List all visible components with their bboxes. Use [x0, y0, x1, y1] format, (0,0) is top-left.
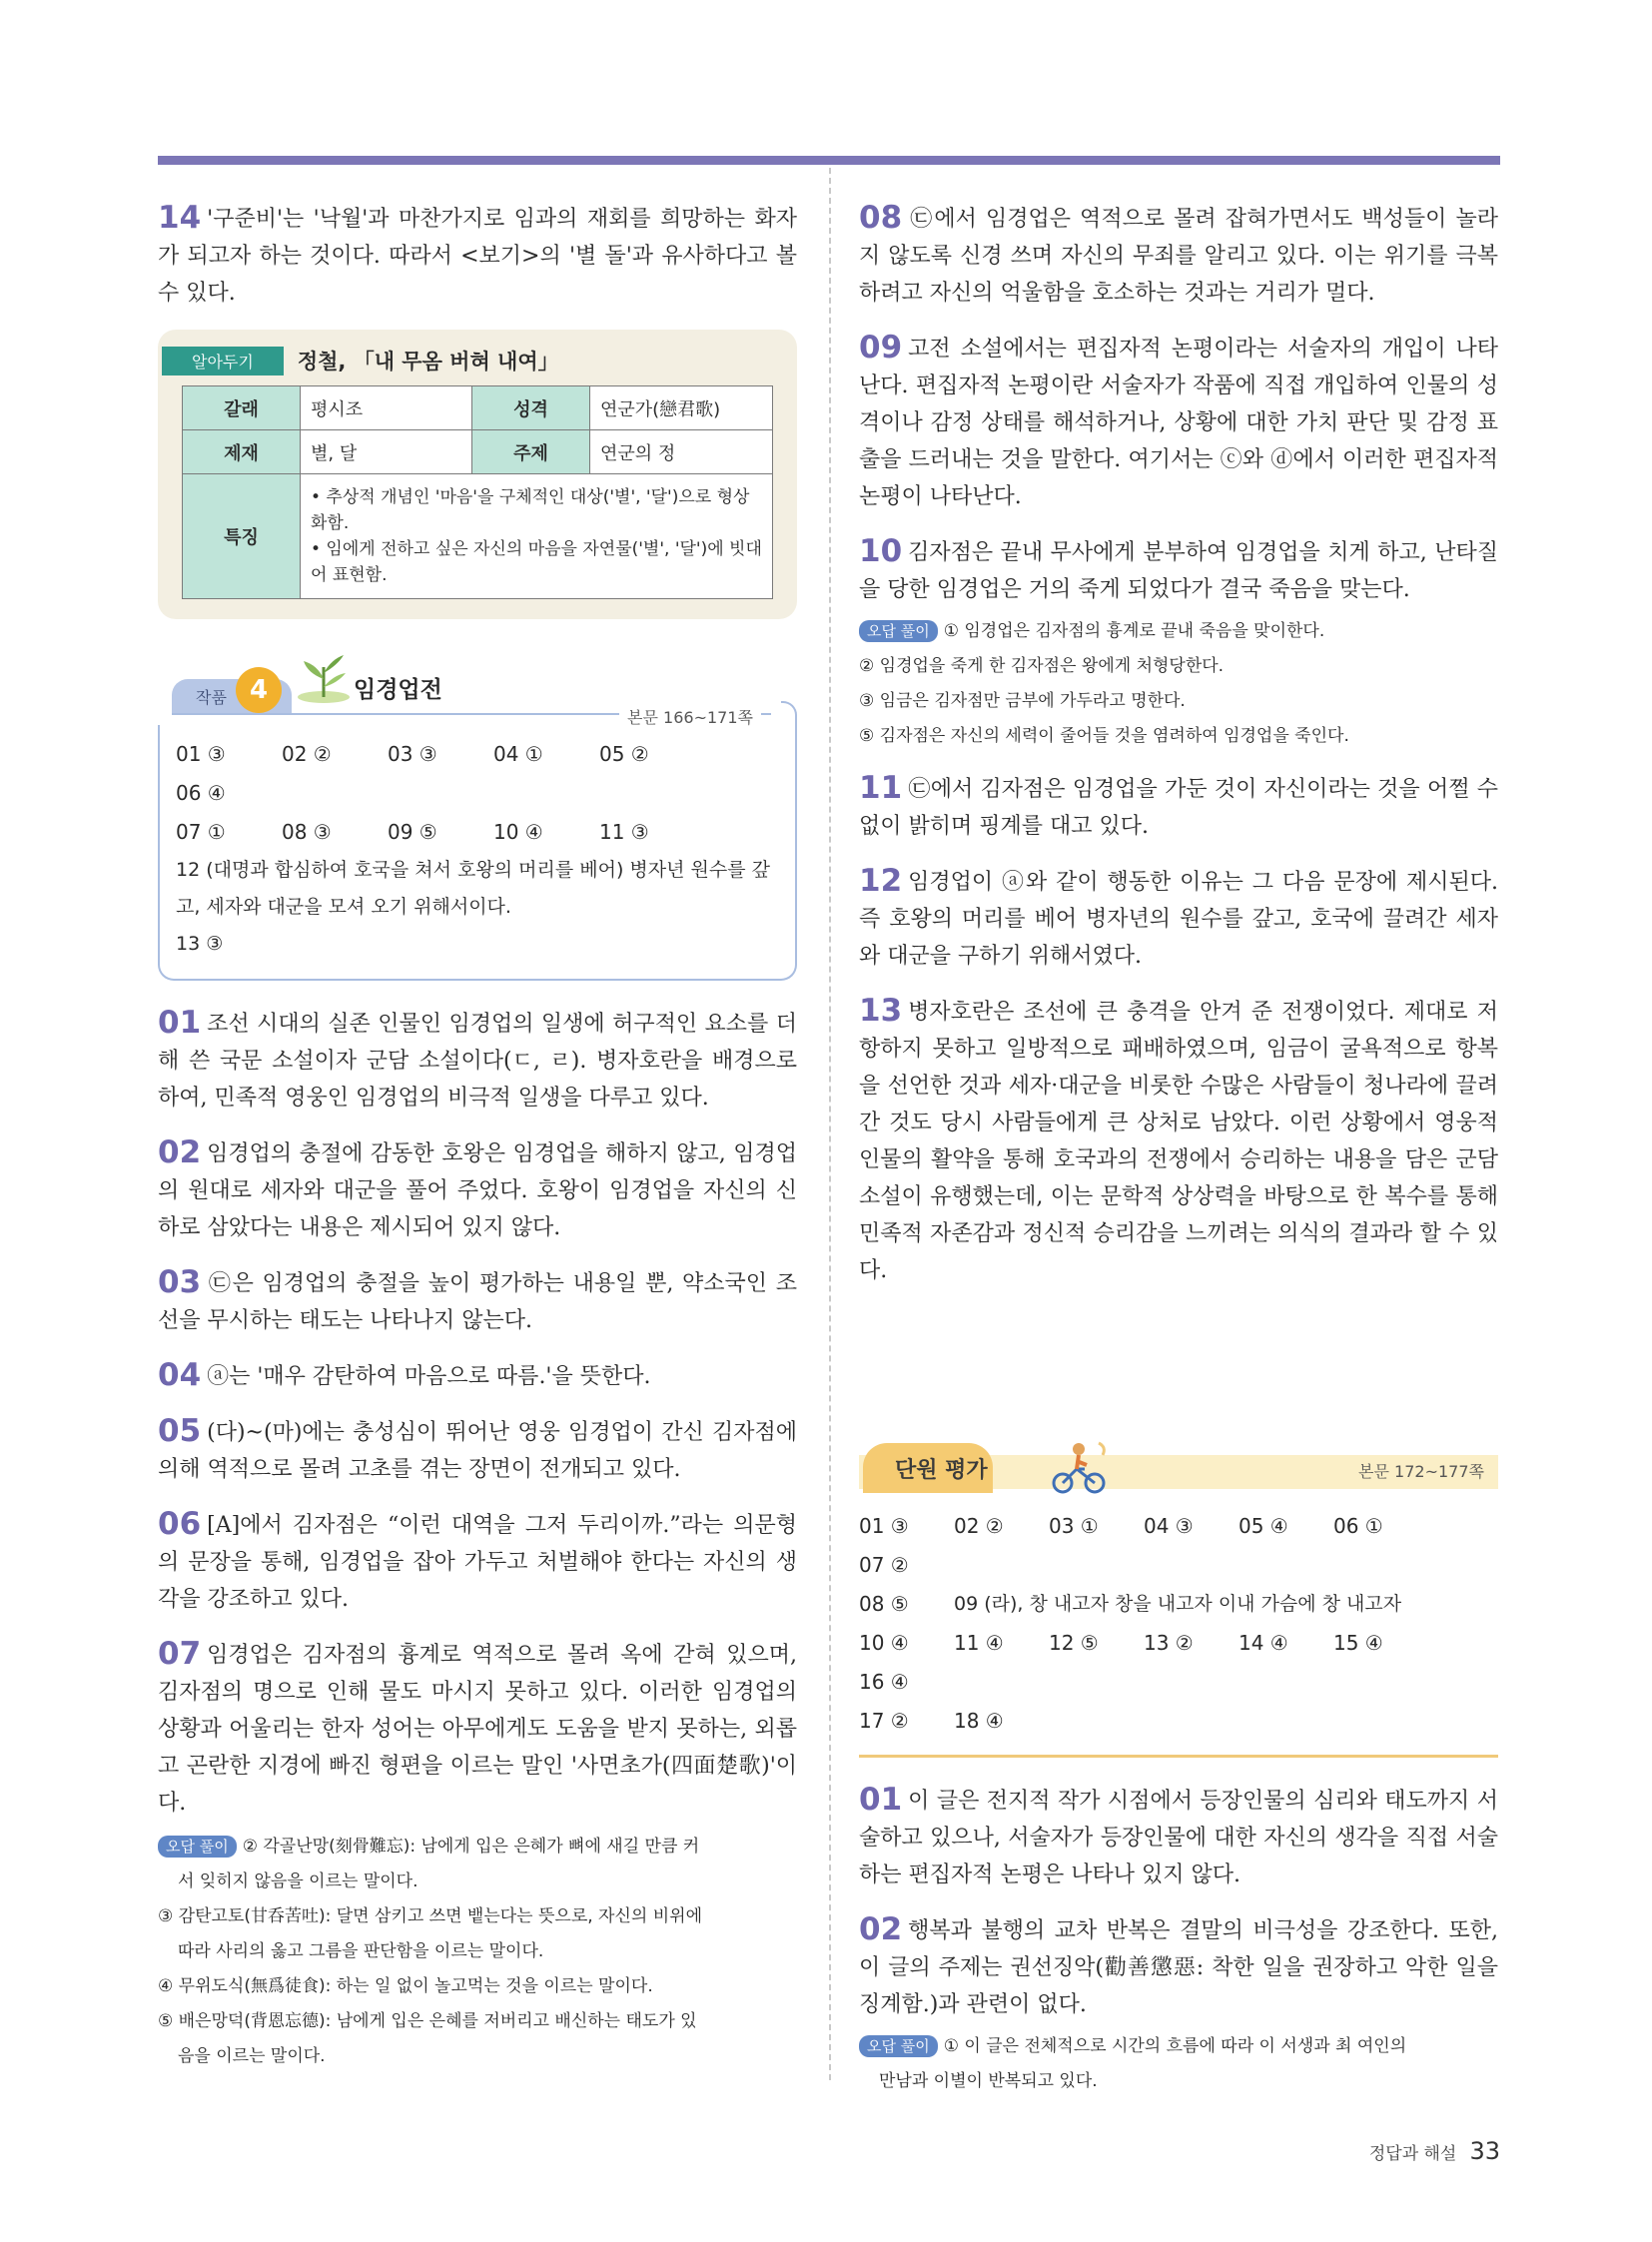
wrong-answer-tag: 오답 풀이 — [859, 620, 938, 642]
item-number: 14 — [158, 200, 202, 236]
left-column — [158, 200, 797, 2074]
cyclist-icon — [1049, 1439, 1109, 1495]
answer-item: 07 ① — [176, 820, 226, 844]
note-line: ④ 무위도식(無爲徒食): 하는 일 없이 놀고먹는 것을 이르는 말이다. — [158, 1976, 653, 1996]
answer-item: 08 ③ — [282, 820, 332, 844]
answer-row — [176, 813, 783, 852]
explanation-text: 이 글은 전지적 작가 시점에서 등장인물의 심리와 태도까지 서술하고 있으나, 서술자가 등장인물에 대한 자신의 생각을 직접 서술하는 편집자적 논평은 나타나 있지 않다. — [859, 1789, 1498, 1887]
answer-item: 08 ⑤ — [859, 1592, 909, 1616]
explanation-13 — [859, 993, 1498, 1289]
plant-icon — [294, 653, 354, 703]
explanation-text: 행복과 불행의 교차 반복은 결말의 비극성을 강조한다. 또한, 이 글의 주제는 권선징악(勸善懲惡: 착한 일을 권장하고 악한 일을 징계함.)과 관련이 없다. — [859, 1918, 1498, 2017]
wrong-answer-notes — [158, 1830, 797, 2074]
answer-item: 03 ① — [1049, 1514, 1099, 1538]
answer-row — [859, 1624, 1498, 1702]
item-number: 05 — [158, 1413, 202, 1449]
explanation-05 — [158, 1413, 797, 1488]
wrong-answer-tag: 오답 풀이 — [859, 2035, 938, 2057]
explanation-14 — [158, 200, 797, 312]
item-number: 04 — [158, 1357, 202, 1393]
info-header — [162, 346, 777, 375]
unit-banner — [859, 1439, 1498, 1497]
explanation-text: 임경업의 충절에 감동한 호왕은 임경업을 해하지 않고, 임경업의 원대로 세자와 대군을 풀어 주었다. 호왕이 임경업을 자신의 신하로 삼았다는 내용은 제시되어 있지 않다. — [158, 1141, 797, 1240]
unit-answer-box — [859, 1497, 1498, 1758]
top-rule — [158, 156, 1500, 165]
divider — [781, 701, 797, 727]
answer-item: 07 ② — [859, 1553, 909, 1577]
explanation-text: ㉢에서 김자점은 임경업을 가둔 것이 자신이라는 것을 어쩔 수 없이 밝히며 핑계를 대고 있다. — [859, 777, 1498, 839]
page-reference: 본문 172~177쪽 — [1358, 1462, 1484, 1481]
answer-item: 01 ③ — [859, 1514, 909, 1538]
table-header-cell: 주제 — [472, 430, 590, 474]
answer-item: 09 ⑤ — [388, 820, 437, 844]
table-row — [183, 386, 773, 430]
item-number: 06 — [158, 1506, 202, 1542]
table-cell: 연군가(戀君歌) — [590, 386, 773, 430]
explanation-text: [A]에서 김자점은 “이런 대역을 그저 두리이까.”라는 의문형의 문장을 통해, 임경업을 잡아 가두고 처벌해야 한다는 자신의 생각을 강조하고 있다. — [158, 1513, 797, 1612]
answer-item: 13 ② — [1144, 1631, 1194, 1655]
answer-item: 06 ① — [1333, 1514, 1383, 1538]
answer-item: 12 ⑤ — [1049, 1631, 1099, 1655]
item-number: 02 — [859, 1911, 903, 1947]
answer-row — [859, 1702, 1498, 1741]
table-header-cell: 갈래 — [183, 386, 301, 430]
answer-item: 11 ③ — [599, 820, 649, 844]
explanation-text: 병자호란은 조선에 큰 충격을 안겨 준 전쟁이었다. 제대로 저항하지 못하고 일방적으로 패배하였으며, 임금이 굴욕적으로 항복을 선언한 것과 세자·대군을 비롯한 수많은 사람들이 청나라에 끌려간 것도 당시 사람들에게 큰 상처로 남았다. 이런 상황에서 영웅적 인물의 활약을 통해 호국과의 전쟁에서 승리하는 내용을 담은 군담 소설이 유행했는데, 이는 문학적 상상력을 바탕으로 한 복수를 통해 민족적 자존감과 정신적 승리감을 느끼려는 의식의 결과라 할 수 있다. — [859, 1000, 1498, 1283]
explanation-text: 김자점은 끝내 무사에게 분부하여 임경업을 치게 하고, 난타질을 당한 임경업은 거의 죽게 되었다가 결국 죽음을 맞는다. — [859, 540, 1498, 602]
work-banner — [158, 643, 797, 725]
answer-item: 14 ④ — [1239, 1631, 1288, 1655]
work-title: 임경업전 — [354, 677, 442, 703]
answer-item: 06 ④ — [176, 781, 226, 805]
info-title: 정철, 「내 무옴 버혀 내여」 — [297, 350, 559, 374]
answer-row — [176, 735, 783, 813]
explanation-10 — [859, 533, 1498, 608]
info-tag: 알아두기 — [162, 347, 284, 375]
table-header-cell: 제재 — [183, 430, 301, 474]
feature-list — [311, 480, 762, 592]
explanation-text: ㉢에서 임경업은 역적으로 몰려 잡혀가면서도 백성들이 놀라지 않도록 신경 쓰며 자신의 무죄를 알리고 있다. 이는 위기를 극복하려고 자신의 억울함을 호소하는 것과는 거리가 멀다. — [859, 207, 1498, 306]
note-line: ③ 감탄고토(甘呑苦吐): 달면 삼키고 쓰면 뱉는다는 뜻으로, 자신의 비위에 — [158, 1906, 702, 1926]
work-number-badge: 4 — [236, 667, 282, 713]
wrong-answer-notes — [859, 2029, 1498, 2099]
explanation-08 — [859, 200, 1498, 312]
unit-explanation-02 — [859, 1911, 1498, 2023]
answer-item: 01 ③ — [176, 742, 226, 766]
answer-item: 16 ④ — [859, 1670, 909, 1694]
work-tab-label: 작품 — [196, 688, 227, 707]
right-column — [859, 200, 1498, 2099]
unit-title: 단원 평가 — [895, 1458, 988, 1483]
answer-item: 03 ③ — [388, 742, 437, 766]
explanation-text: '구준비'는 '낙월'과 마찬가지로 임과의 재회를 희망하는 화자가 되고자 하는 것이다. 따라서 <보기>의 '별 돌'과 유사하다고 볼 수 있다. — [158, 207, 797, 306]
item-number: 11 — [859, 770, 903, 806]
answer-item: 17 ② — [859, 1709, 909, 1733]
explanation-text: 고전 소설에서는 편집자적 논평이라는 서술자의 개입이 나타난다. 편집자적 논평이란 서술자가 작품에 직접 개입하여 인물의 성격이나 감정 상태를 해석하거나, 상황에 대한 가치 판단 및 감정 표출을 드러내는 것을 말한다. 여기서는 ⓒ와 ⓓ에서 이러한 편집자적 논평이 나타난다. — [859, 337, 1498, 509]
explanation-text: (다)~(마)에는 충성심이 뛰어난 영웅 임경업이 간신 김자점에 의해 역적으로 몰려 고초를 겪는 장면이 전개되고 있다. — [158, 1420, 797, 1482]
answer-item: 02 ② — [282, 742, 332, 766]
answer-item: 10 ④ — [859, 1631, 909, 1655]
item-number: 02 — [158, 1134, 202, 1170]
explanation-text: 조선 시대의 실존 인물인 임경업의 일생에 허구적인 요소를 더해 쓴 국문 소설이자 군담 소설이다(ㄷ, ㄹ). 병자호란을 배경으로 하여, 민족적 영웅인 임경업의 비극적 일생을 다루고 있다. — [158, 1012, 797, 1111]
explanation-09 — [859, 330, 1498, 515]
wrong-answer-notes — [859, 614, 1498, 754]
explanation-02 — [158, 1134, 797, 1246]
item-number: 10 — [859, 533, 903, 569]
note-line: ⑤ 배은망덕(背恩忘德): 남에게 입은 은혜를 저버리고 배신하는 태도가 있 — [158, 2011, 697, 2031]
item-number: 08 — [859, 200, 903, 236]
table-header-cell: 성격 — [472, 386, 590, 430]
explanation-07 — [158, 1636, 797, 1822]
list-item: • 임에게 전하고 싶은 자신의 마음을 자연물('별', '달')에 빗대어 표현함. — [311, 539, 762, 585]
answer-item: 13 ③ — [176, 933, 224, 955]
explanation-03 — [158, 1264, 797, 1339]
explanation-text: ㉢은 임경업의 충절을 높이 평가하는 내용일 뿐, 약소국인 조선을 무시하는 태도는 나타나지 않는다. — [158, 1271, 797, 1333]
note-line: 따라 사리의 옳고 그름을 판단함을 이르는 말이다. — [178, 1941, 544, 1961]
table-cell: 별, 달 — [301, 430, 472, 474]
item-number: 13 — [859, 993, 903, 1029]
table-row — [183, 430, 773, 474]
note-line: 만남과 이별이 반복되고 있다. — [879, 2071, 1098, 2091]
note-text: ① 임경업은 김자점의 흉계로 끝내 죽음을 맞이한다. — [943, 621, 1325, 641]
item-number: 01 — [859, 1782, 903, 1818]
note-line: 음을 이르는 말이다. — [178, 2046, 326, 2066]
page-number: 33 — [1469, 2137, 1500, 2165]
page-footer — [1369, 2137, 1500, 2165]
answer-item: 04 ③ — [1144, 1514, 1194, 1538]
note-text: ① 이 글은 전체적으로 시간의 흐름에 따라 이 서생과 최 여인의 — [943, 2036, 1407, 2056]
table-cell — [301, 474, 773, 599]
page-reference: 본문 166~171쪽 — [619, 705, 761, 728]
answer-item: 04 ① — [493, 742, 543, 766]
table-row — [183, 474, 773, 599]
note-line — [859, 2029, 1498, 2064]
table-cell: 평시조 — [301, 386, 472, 430]
item-number: 09 — [859, 330, 903, 366]
answer-item: 11 ④ — [954, 1631, 1004, 1655]
answer-item: 05 ④ — [1239, 1514, 1288, 1538]
note-line — [859, 614, 1498, 649]
note-line: ③ 임금은 김자점만 금부에 가두라고 명한다. — [859, 691, 1186, 711]
answer-item: 02 ② — [954, 1514, 1004, 1538]
answer-item: 12 (대명과 합심하여 호국을 쳐서 호왕의 머리를 베어) 병자년 원수를 갚고, 세자와 대군을 모셔 오기 위해서이다. — [176, 859, 770, 918]
note-text: ② 각골난망(刻骨難忘): 남에게 입은 은혜가 뼈에 새길 만큼 커 — [242, 1837, 700, 1857]
explanation-12 — [859, 863, 1498, 975]
explanation-06 — [158, 1506, 797, 1618]
table-cell: 연군의 정 — [590, 430, 773, 474]
unit-explanation-01 — [859, 1782, 1498, 1893]
answer-item: 10 ④ — [493, 820, 543, 844]
info-box — [158, 330, 797, 619]
item-number: 12 — [859, 863, 903, 899]
footer-label: 정답과 해설 — [1368, 2144, 1457, 2164]
answer-item: 15 ④ — [1333, 1631, 1383, 1655]
explanation-01 — [158, 1005, 797, 1117]
item-number: 01 — [158, 1005, 202, 1041]
item-number: 03 — [158, 1264, 202, 1300]
answer-item: 09 (라), 창 내고자 창을 내고자 이내 가슴에 창 내고자 — [954, 1593, 1402, 1615]
answer-row — [859, 1507, 1498, 1585]
explanation-04 — [158, 1357, 797, 1395]
answer-item: 18 ④ — [954, 1709, 1004, 1733]
note-line: ② 임경업을 죽게 한 김자점은 왕에게 처형당한다. — [859, 656, 1225, 676]
answer-row — [859, 1585, 1498, 1624]
explanation-text: 임경업은 김자점의 흉계로 역적으로 몰려 옥에 갇혀 있으며, 김자점의 명으로 인해 물도 마시지 못하고 있다. 이러한 임경업의 상황과 어울리는 한자 성어는 아무에게도 도움을 받지 못하는, 외롭고 곤란한 지경에 빠진 형편을 이르는 말인 '사면초가(四面楚歌)'이다. — [158, 1643, 797, 1816]
note-line: ⑤ 김자점은 자신의 세력이 줄어들 것을 염려하여 임경업을 죽인다. — [859, 726, 1349, 746]
explanation-text: 임경업이 ⓐ와 같이 행동한 이유는 그 다음 문장에 제시된다. 즉 호왕의 머리를 베어 병자년의 원수를 갚고, 호국에 끌려간 세자와 대군을 구하기 위해서였다. — [859, 870, 1498, 969]
note-line — [158, 1830, 797, 1865]
info-table — [182, 385, 773, 599]
table-header-cell: 특징 — [183, 474, 301, 599]
explanation-text: ⓐ는 '매우 감탄하여 마음으로 따름.'을 뜻한다. — [207, 1364, 651, 1389]
column-divider — [829, 168, 831, 2080]
answer-box — [158, 725, 797, 981]
note-line: 서 잊히지 않음을 이르는 말이다. — [178, 1871, 418, 1891]
list-item: • 추상적 개념인 '마음'을 구체적인 대상('별', '달')으로 형상화함. — [311, 487, 750, 533]
wrong-answer-tag: 오답 풀이 — [158, 1836, 237, 1858]
answer-item: 05 ② — [599, 742, 649, 766]
item-number: 07 — [158, 1636, 202, 1672]
explanation-11 — [859, 770, 1498, 845]
